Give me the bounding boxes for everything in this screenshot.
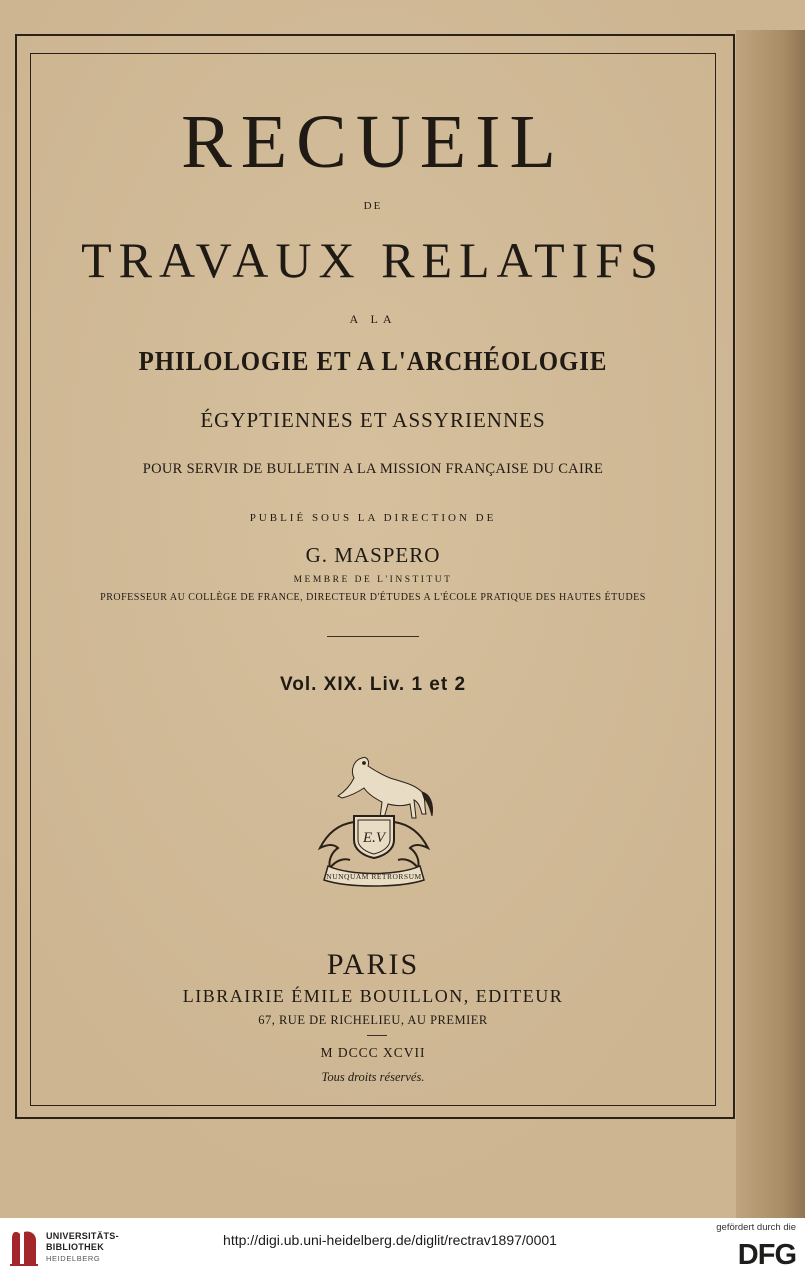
permalink-url[interactable]: http://digi.ub.uni-heidelberg.de/diglit/rectrav1897/0001 bbox=[223, 1232, 557, 1248]
editor-role-professor: PROFESSEUR AU COLLÈGE DE FRANCE, DIRECTEUR D'ÉTUDES A L'ÉCOLE PRATIQUE DES HAUTES ÉTUDES bbox=[100, 592, 646, 603]
imprint-city: PARIS bbox=[326, 948, 420, 981]
emblem-monogram: E.V bbox=[362, 830, 386, 846]
editor-role-institut: MEMBRE DE L'INSTITUT bbox=[293, 575, 453, 585]
title-a-la: A LA bbox=[349, 312, 397, 326]
short-divider-rule bbox=[367, 1035, 387, 1036]
title-main: RECUEIL bbox=[181, 100, 565, 184]
volume-line: Vol. XIX. Liv. 1 et 2 bbox=[279, 674, 467, 695]
imprint-year: M DCCC XCVII bbox=[320, 1045, 426, 1060]
divider-rule bbox=[327, 636, 419, 637]
title-sub: TRAVAUX RELATIFS bbox=[81, 232, 665, 288]
rights-reserved: Tous droits réservés. bbox=[321, 1070, 425, 1084]
library-name-line1: UNIVERSITÄTS- bbox=[46, 1231, 119, 1241]
imprint-publisher: LIBRAIRIE ÉMILE BOUILLON, EDITEUR bbox=[182, 986, 564, 1006]
funding-caption: gefördert durch die bbox=[716, 1222, 796, 1233]
footer-bar bbox=[0, 1218, 805, 1277]
editor-name: G. MASPERO bbox=[305, 543, 441, 567]
title-de: DE bbox=[363, 200, 383, 212]
library-name-line3: HEIDELBERG bbox=[46, 1254, 101, 1263]
subject-heading: PHILOLOGIE ET A L'ARCHÉOLOGIE bbox=[138, 346, 608, 376]
imprint-address: 67, RUE DE RICHELIEU, AU PREMIER bbox=[258, 1013, 488, 1027]
subject-subheading: ÉGYPTIENNES ET ASSYRIENNES bbox=[200, 408, 546, 432]
direction-line: PUBLIÉ SOUS LA DIRECTION DE bbox=[249, 512, 497, 524]
book-edge-shadow bbox=[736, 30, 805, 1218]
ub-heidelberg-logo-icon[interactable] bbox=[8, 1228, 40, 1268]
emblem-motto: NUNQUAM RETRORSUM bbox=[326, 872, 422, 881]
purpose-line: POUR SERVIR DE BULLETIN A LA MISSION FRANÇAISE DU CAIRE bbox=[142, 461, 604, 477]
dfg-logo-icon[interactable]: DFG bbox=[737, 1239, 796, 1271]
horse-crest-emblem-icon bbox=[310, 748, 438, 888]
library-name-line2: BIBLIOTHEK bbox=[46, 1242, 104, 1252]
